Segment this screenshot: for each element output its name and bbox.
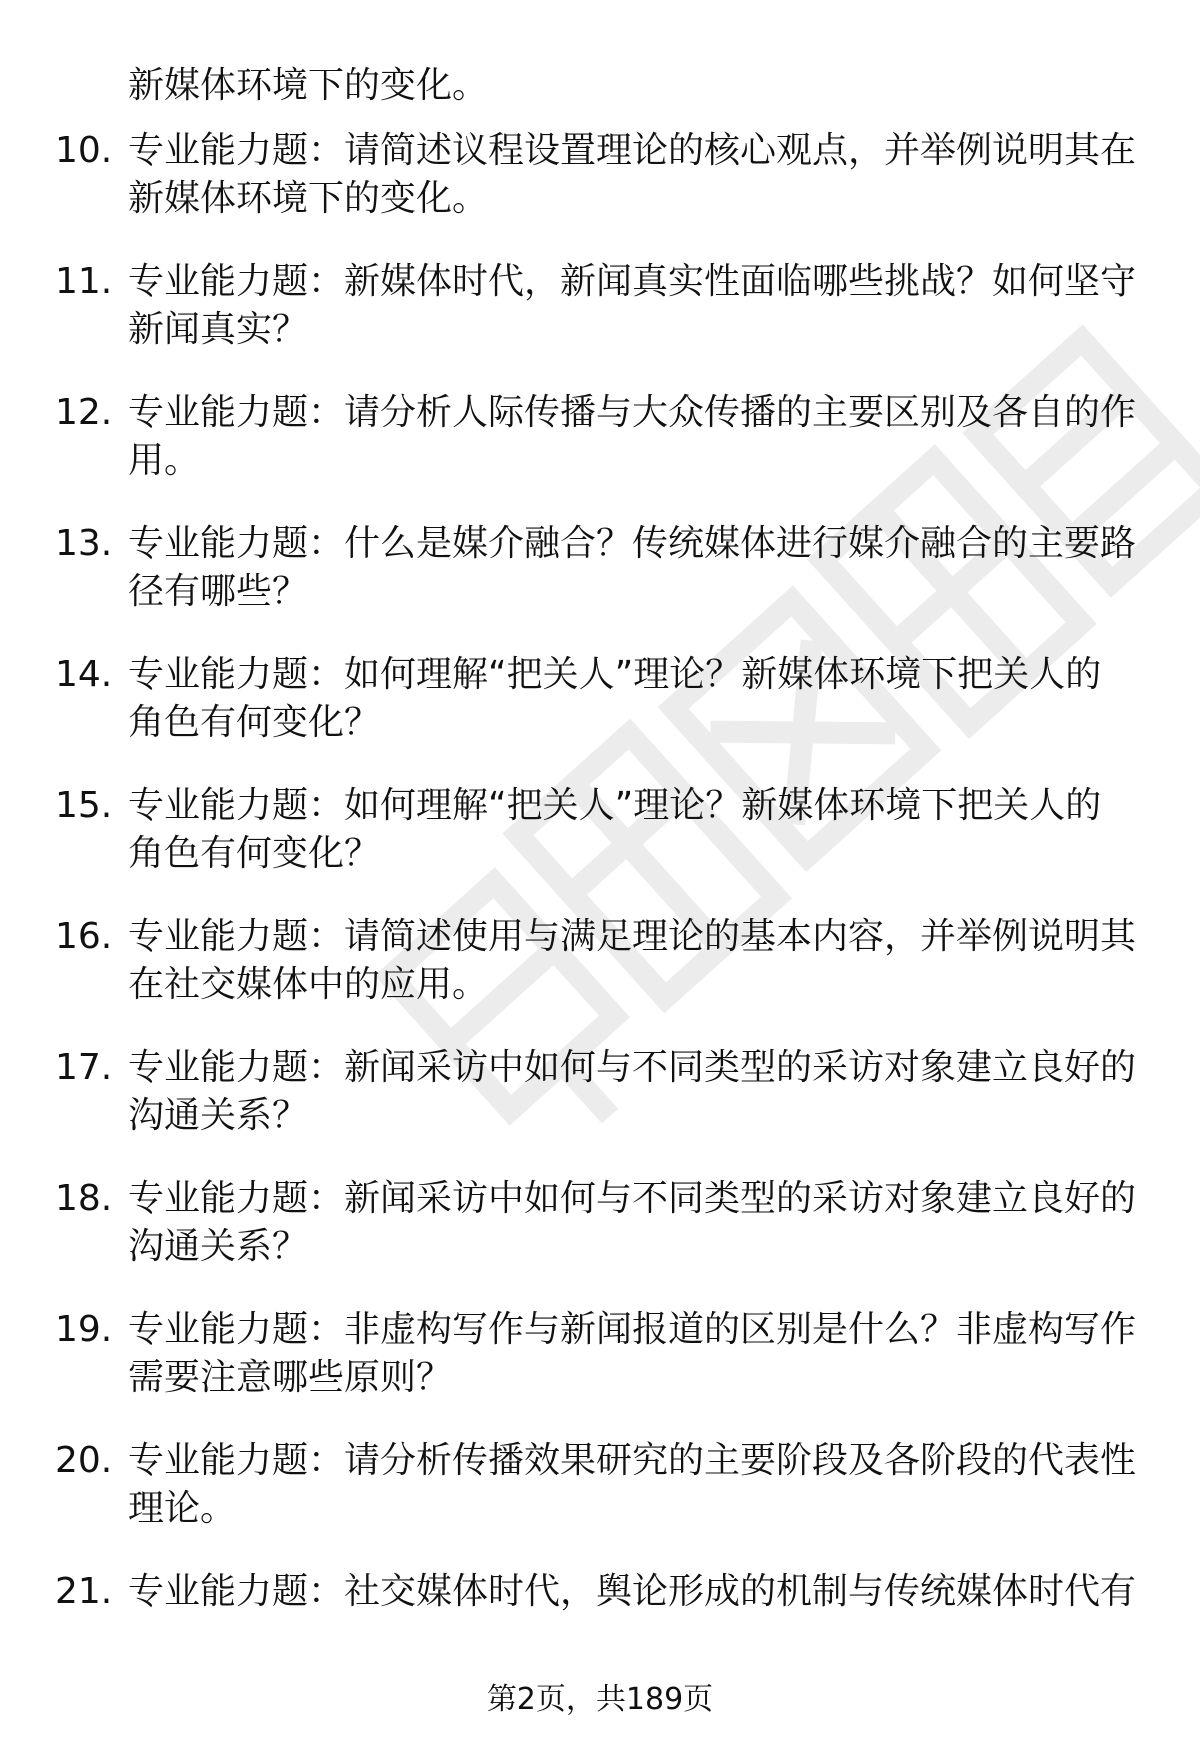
question-number: 15. [55, 785, 113, 826]
question-text-line: 专业能力题：请简述使用与满足理论的基本内容，并举例说明其 [128, 916, 1137, 957]
question-item [0, 1044, 1200, 1175]
question-item [0, 913, 1200, 1044]
question-text [128, 1044, 1138, 1140]
question-number: 13. [55, 523, 113, 564]
question-text [128, 913, 1138, 1009]
question-item [0, 1306, 1200, 1437]
question-text [128, 389, 1138, 485]
question-item [0, 1175, 1200, 1306]
question-text-line: 专业能力题：新媒体时代，新闻真实性面临哪些挑战？如何坚守 [128, 261, 1137, 302]
question-text-line: 专业能力题：社交媒体时代，舆论形成的机制与传统媒体时代有 [128, 1571, 1137, 1612]
question-text [128, 1175, 1138, 1271]
question-text [128, 127, 1138, 223]
question-text [128, 520, 1138, 616]
question-text-line: 专业能力题：如何理解“把关人”理论？新媒体环境下把关人的 [128, 654, 1102, 695]
question-text-line: 专业能力题：新闻采访中如何与不同类型的采访对象建立良好的 [128, 1178, 1137, 1219]
question-number: 11. [55, 261, 113, 302]
question-text-line: 沟通关系？ [128, 1226, 309, 1267]
question-item [0, 651, 1200, 782]
question-item [0, 258, 1200, 389]
question-number: 18. [55, 1178, 113, 1219]
question-text-line: 专业能力题：新闻采访中如何与不同类型的采访对象建立良好的 [128, 1047, 1137, 1088]
question-text [128, 1568, 1138, 1616]
question-text-line: 用。 [128, 440, 201, 481]
question-text-line: 在社交媒体中的应用。 [128, 964, 489, 1005]
question-item [0, 782, 1200, 913]
question-item [0, 389, 1200, 520]
question-list [0, 127, 1200, 1699]
question-text-line: 专业能力题：什么是媒介融合？传统媒体进行媒介融合的主要路 [128, 523, 1137, 564]
question-text-line: 专业能力题：请简述议程设置理论的核心观点，并举例说明其在 [128, 130, 1137, 171]
question-number: 20. [55, 1440, 113, 1481]
question-text [128, 1306, 1138, 1402]
continued-question-text: 新媒体环境下的变化。 [128, 65, 489, 106]
question-number: 16. [55, 916, 113, 957]
question-text-line: 理论。 [128, 1488, 237, 1529]
question-item [0, 1437, 1200, 1568]
question-text [128, 258, 1138, 354]
question-number: 14. [55, 654, 113, 695]
question-text-line: 新闻真实？ [128, 309, 309, 350]
question-number: 21. [55, 1571, 113, 1612]
question-text-line: 专业能力题：非虚构写作与新闻报道的区别是什么？非虚构写作 [128, 1309, 1137, 1350]
question-text-line: 角色有何变化？ [128, 702, 381, 743]
question-text-line: 角色有何变化？ [128, 833, 381, 874]
question-number: 17. [55, 1047, 113, 1088]
question-text-line: 专业能力题：如何理解“把关人”理论？新媒体环境下把关人的 [128, 785, 1102, 826]
question-text-line: 径有哪些？ [128, 571, 309, 612]
question-text [128, 1437, 1138, 1533]
question-item [0, 127, 1200, 258]
question-text-line: 专业能力题：请分析人际传播与大众传播的主要区别及各自的作 [128, 392, 1137, 433]
question-text-line: 新媒体环境下的变化。 [128, 178, 489, 219]
question-number: 12. [55, 392, 113, 433]
question-number: 19. [55, 1309, 113, 1350]
question-text-line: 专业能力题：请分析传播效果研究的主要阶段及各阶段的代表性 [128, 1440, 1137, 1481]
question-item [0, 520, 1200, 651]
question-text [128, 782, 1138, 878]
page-footer: 第2页，共189页 [486, 1682, 714, 1717]
question-number: 10. [55, 130, 113, 171]
question-text-line: 需要注意哪些原则？ [128, 1357, 453, 1398]
question-text [128, 651, 1138, 747]
question-text-line: 沟通关系？ [128, 1095, 309, 1136]
